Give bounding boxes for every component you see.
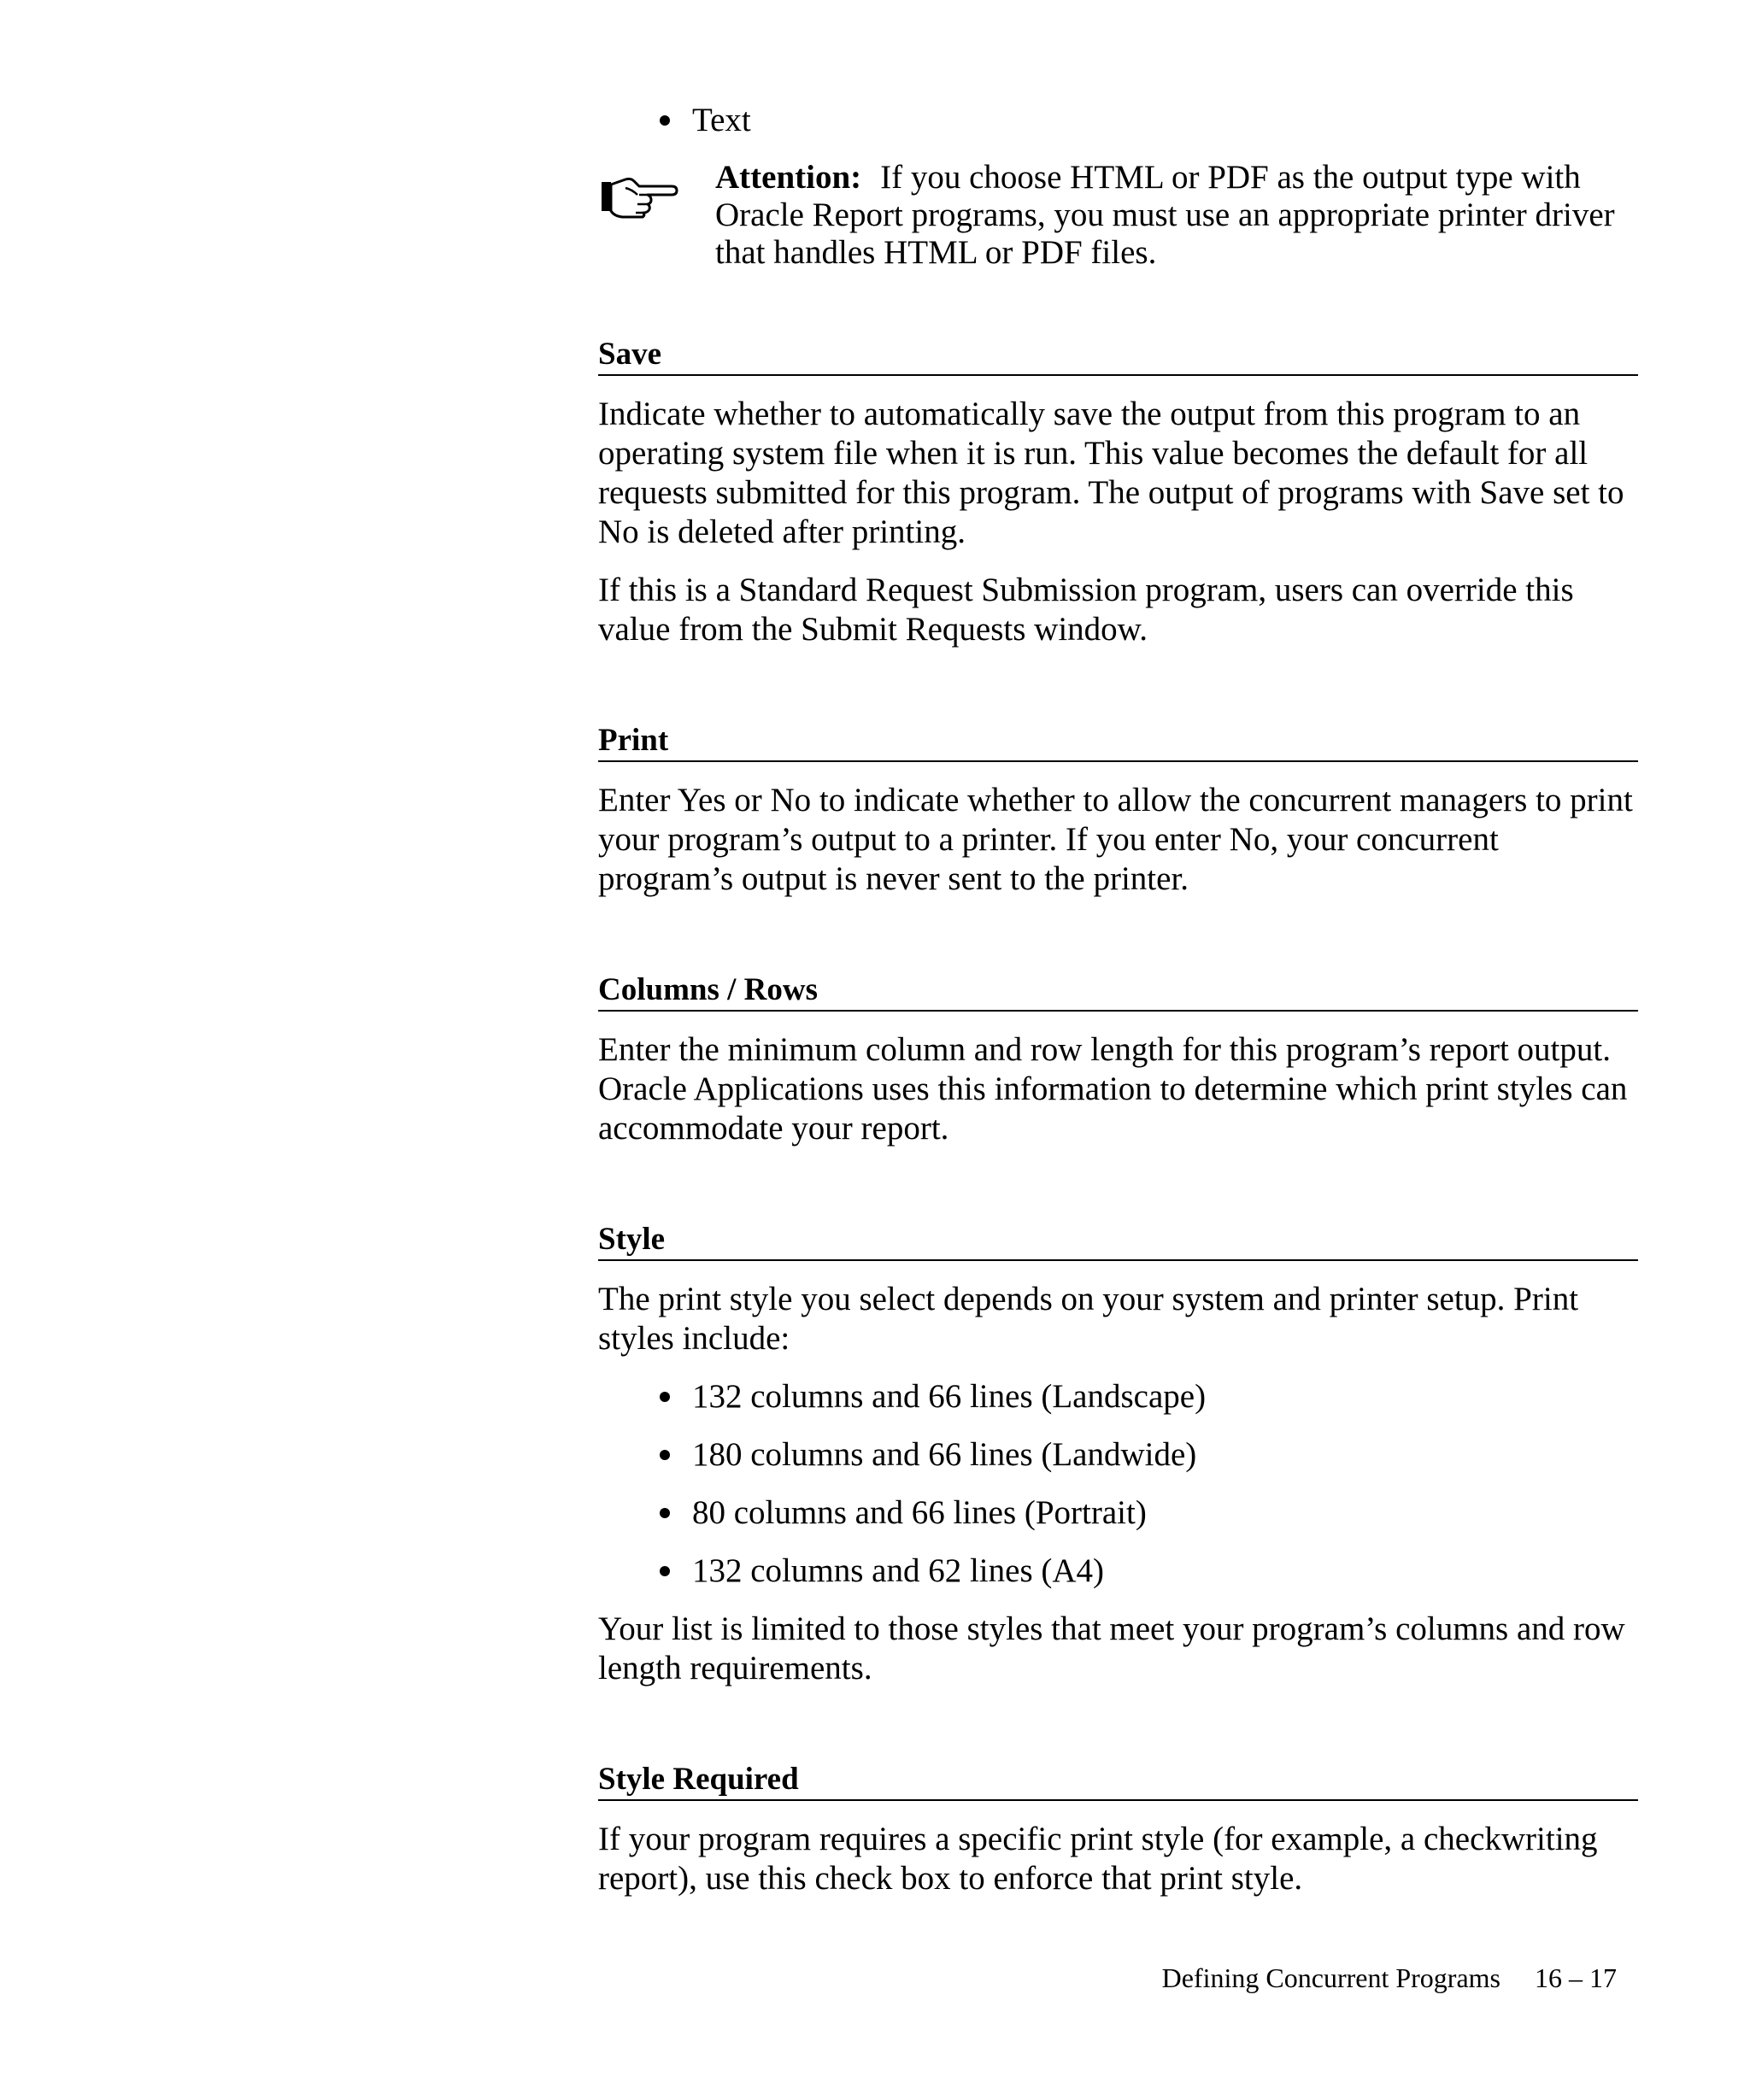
- section-heading: Columns / Rows: [598, 972, 1638, 1012]
- print-styles-list: [598, 1377, 1638, 1591]
- section-paragraph: Enter Yes or No to indicate whether to allow the concurrent managers to print your program’s output to a printer. If you enter No, your concurrent program’s output is never sent to the printer.: [598, 782, 1633, 897]
- section-paragraph: If your program requires a specific print style (for example, a checkwriting report), use this check box to enforce that print style.: [598, 1821, 1598, 1897]
- bullet-text: 180 columns and 66 lines (Landwide): [692, 1436, 1197, 1473]
- page-content: [598, 101, 1638, 1917]
- section-save: [598, 337, 1638, 649]
- section-paragraph: The print style you select depends on your system and printer setup. Print styles include:: [598, 1281, 1579, 1357]
- list-item: [598, 1552, 1638, 1591]
- attention-note: [598, 159, 1638, 272]
- bullet-icon: [660, 1508, 670, 1518]
- section-heading: Print: [598, 723, 1638, 762]
- list-item: [598, 1493, 1638, 1533]
- bullet-text: 80 columns and 66 lines (Portrait): [692, 1494, 1147, 1531]
- section-heading: Save: [598, 337, 1638, 376]
- section-paragraph: Your list is limited to those styles that meet your program’s columns and row length requirements.: [598, 1610, 1625, 1686]
- footer-page-number: 16 – 17: [1535, 1962, 1617, 1993]
- section-columns-rows: [598, 972, 1638, 1148]
- bullet-text: 132 columns and 62 lines (A4): [692, 1552, 1105, 1589]
- top-bullet-list: [598, 101, 1638, 140]
- section-paragraph: If this is a Standard Request Submission program, users can override this value from the Submit Requests window.: [598, 572, 1574, 648]
- footer-chapter-title: Defining Concurrent Programs: [1161, 1962, 1500, 1993]
- section-style-required: [598, 1762, 1638, 1898]
- bullet-icon: [660, 1392, 670, 1402]
- pointing-hand-icon: [600, 174, 678, 219]
- list-item: [598, 1435, 1638, 1475]
- section-heading: Style Required: [598, 1762, 1638, 1801]
- list-item: [598, 1377, 1638, 1417]
- attention-text-block: [715, 159, 1638, 272]
- list-item: [598, 101, 1638, 140]
- bullet-icon: [660, 1450, 670, 1460]
- attention-label: Attention:: [715, 159, 862, 196]
- attention-text: If you choose HTML or PDF as the output type with Oracle Report programs, you must use an appropriate printer driver that handles HTML or PDF files.: [715, 159, 1615, 271]
- section-heading: Style: [598, 1222, 1638, 1261]
- page-footer: [1025, 1961, 1617, 1995]
- bullet-text: 132 columns and 66 lines (Landscape): [692, 1378, 1207, 1415]
- bullet-text: Text: [692, 102, 751, 138]
- bullet-icon: [660, 115, 670, 126]
- section-paragraph: Enter the minimum column and row length for this program’s report output. Oracle Applications uses this information to determine which print styles can accommodate your report.: [598, 1031, 1628, 1147]
- bullet-icon: [660, 1566, 670, 1576]
- section-paragraph: Indicate whether to automatically save the output from this program to an operating system file when it is run. This value becomes the default for all requests submitted for this program. The output of programs with Save set to No is deleted after printing.: [598, 396, 1624, 550]
- section-style: [598, 1222, 1638, 1688]
- section-print: [598, 723, 1638, 899]
